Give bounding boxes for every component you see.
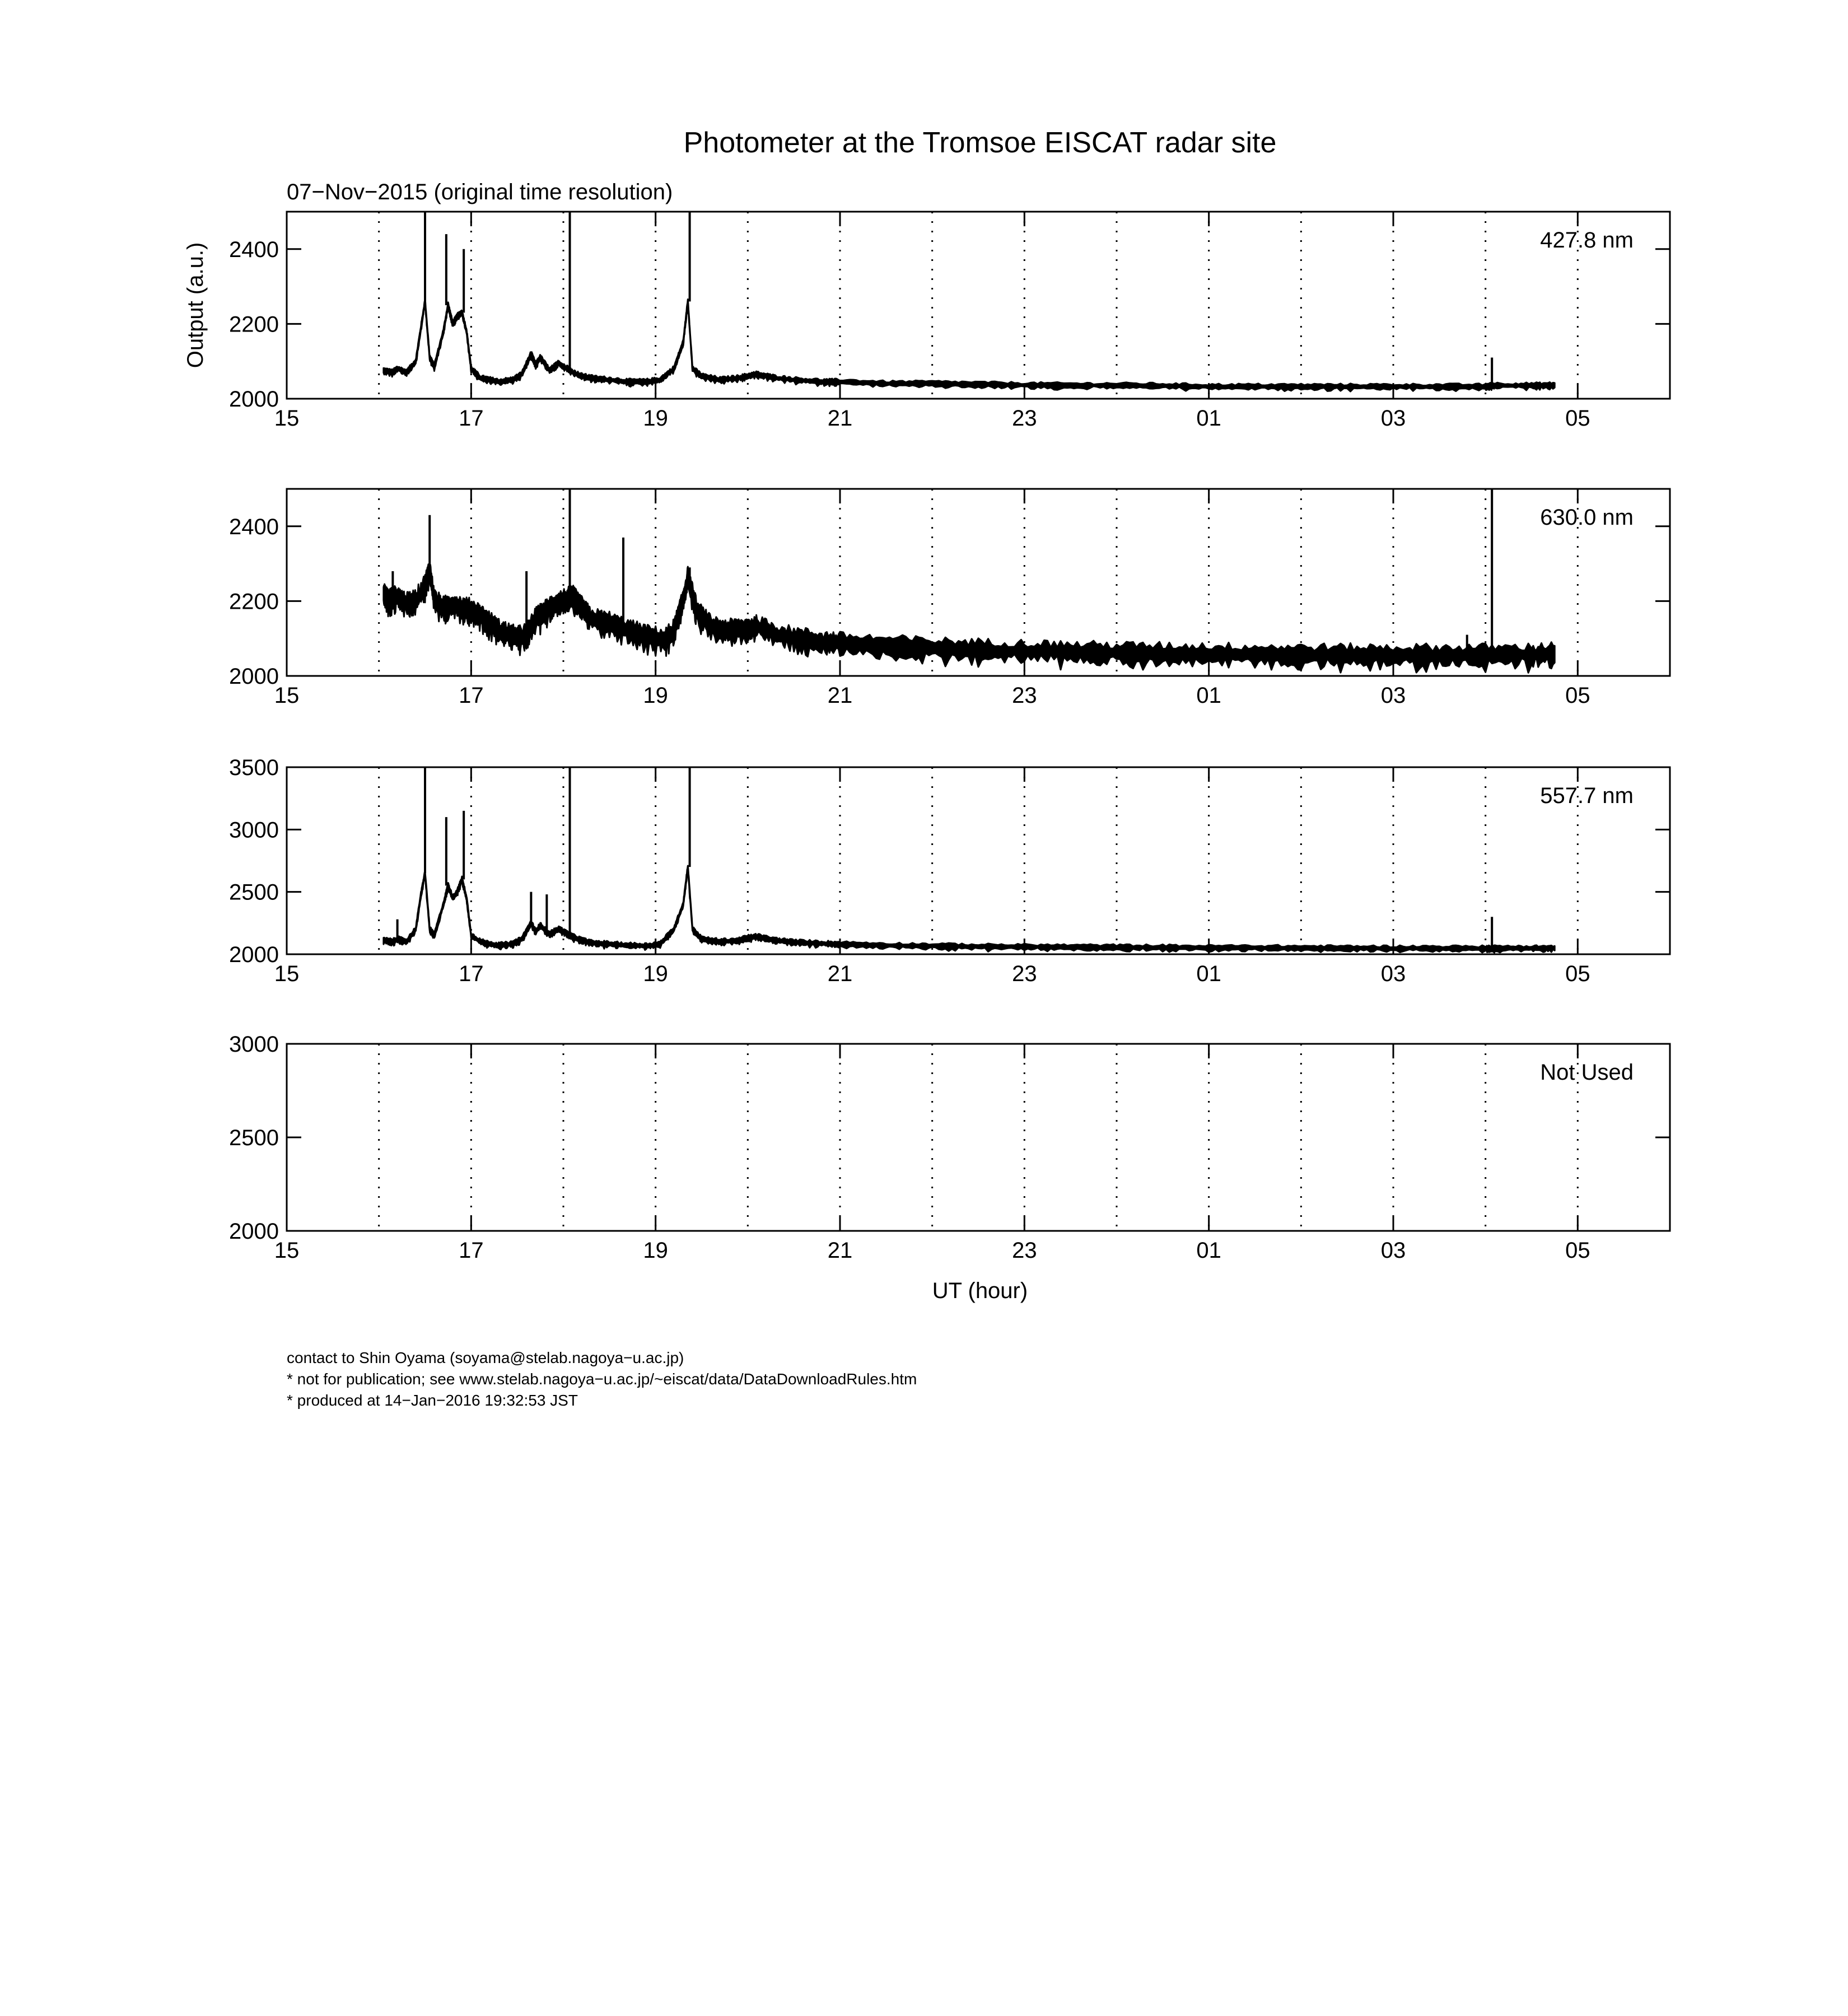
footer-notes <box>287 1347 917 1411</box>
x-tick-label: 17 <box>459 406 484 431</box>
y-tick-label: 3000 <box>229 818 279 843</box>
y-tick-label: 2000 <box>229 1219 279 1244</box>
x-tick-label: 17 <box>459 683 484 708</box>
y-axis-label: Output (a.u.) <box>183 242 208 368</box>
x-tick-label: 01 <box>1196 1238 1221 1263</box>
x-tick-label: 21 <box>827 1238 853 1263</box>
x-tick-label: 03 <box>1380 962 1406 986</box>
data-trace <box>384 564 1555 673</box>
x-tick-label: 05 <box>1565 1238 1590 1263</box>
y-tick-label: 3500 <box>229 755 279 780</box>
x-tick-label: 15 <box>274 1238 300 1263</box>
x-tick-label: 15 <box>274 962 300 986</box>
footer-produced-at: * produced at 14−Jan−2016 19:32:53 JST <box>287 1392 578 1409</box>
y-tick-label: 2500 <box>229 1126 279 1150</box>
footer-contact: contact to Shin Oyama (soyama@stelab.nagoya−u.ac.jp) <box>287 1349 684 1366</box>
y-tick-label: 2200 <box>229 589 279 614</box>
x-tick-label: 17 <box>459 1238 484 1263</box>
y-tick-label: 3000 <box>229 1032 279 1057</box>
x-tick-label: 05 <box>1565 683 1590 708</box>
axes-box <box>287 1044 1670 1231</box>
channel-label: 557.7 nm <box>1540 783 1634 808</box>
x-tick-label: 15 <box>274 406 300 431</box>
x-tick-label: 05 <box>1565 406 1590 431</box>
x-tick-label: 03 <box>1380 683 1406 708</box>
y-tick-label: 2200 <box>229 312 279 337</box>
x-tick-label: 21 <box>827 406 853 431</box>
x-tick-label: 01 <box>1196 962 1221 986</box>
footer-publication-note: * not for publication; see www.stelab.nagoya−u.ac.jp/~eiscat/data/DataDownloadRules.htm <box>287 1370 917 1388</box>
x-tick-label: 01 <box>1196 406 1221 431</box>
channel-label: 630.0 nm <box>1540 505 1634 530</box>
x-tick-label: 01 <box>1196 683 1221 708</box>
y-tick-label: 2400 <box>229 237 279 262</box>
x-tick-label: 19 <box>643 1238 668 1263</box>
data-trace <box>384 300 1555 392</box>
x-tick-label: 19 <box>643 683 668 708</box>
panels <box>229 212 1670 1263</box>
x-tick-label: 23 <box>1012 1238 1037 1263</box>
x-tick-label: 17 <box>459 962 484 986</box>
y-tick-label: 2500 <box>229 880 279 905</box>
channel-label: 427.8 nm <box>1540 228 1634 253</box>
panel-2 <box>229 489 1670 708</box>
x-tick-label: 21 <box>827 683 853 708</box>
y-tick-label: 2400 <box>229 514 279 539</box>
panel-1 <box>229 212 1670 431</box>
x-tick-label: 05 <box>1565 962 1590 986</box>
y-tick-label: 2000 <box>229 387 279 412</box>
axes-box <box>287 767 1670 954</box>
y-tick-label: 2000 <box>229 942 279 967</box>
axes-box <box>287 212 1670 399</box>
x-axis-label: UT (hour) <box>932 1278 1028 1303</box>
panel-4 <box>229 1032 1670 1263</box>
x-tick-label: 19 <box>643 406 668 431</box>
channel-label: Not Used <box>1540 1060 1634 1085</box>
x-tick-label: 19 <box>643 962 668 986</box>
data-trace <box>384 866 1555 953</box>
x-tick-label: 23 <box>1012 683 1037 708</box>
y-tick-label: 2000 <box>229 664 279 689</box>
x-tick-label: 21 <box>827 962 853 986</box>
x-tick-label: 23 <box>1012 406 1037 431</box>
x-tick-label: 03 <box>1380 406 1406 431</box>
panel-3 <box>229 755 1670 986</box>
x-tick-label: 15 <box>274 683 300 708</box>
x-tick-label: 03 <box>1380 1238 1406 1263</box>
x-tick-label: 23 <box>1012 962 1037 986</box>
figure-subtitle: 07−Nov−2015 (original time resolution) <box>287 180 673 204</box>
figure-title: Photometer at the Tromsoe EISCAT radar site <box>683 127 1277 159</box>
